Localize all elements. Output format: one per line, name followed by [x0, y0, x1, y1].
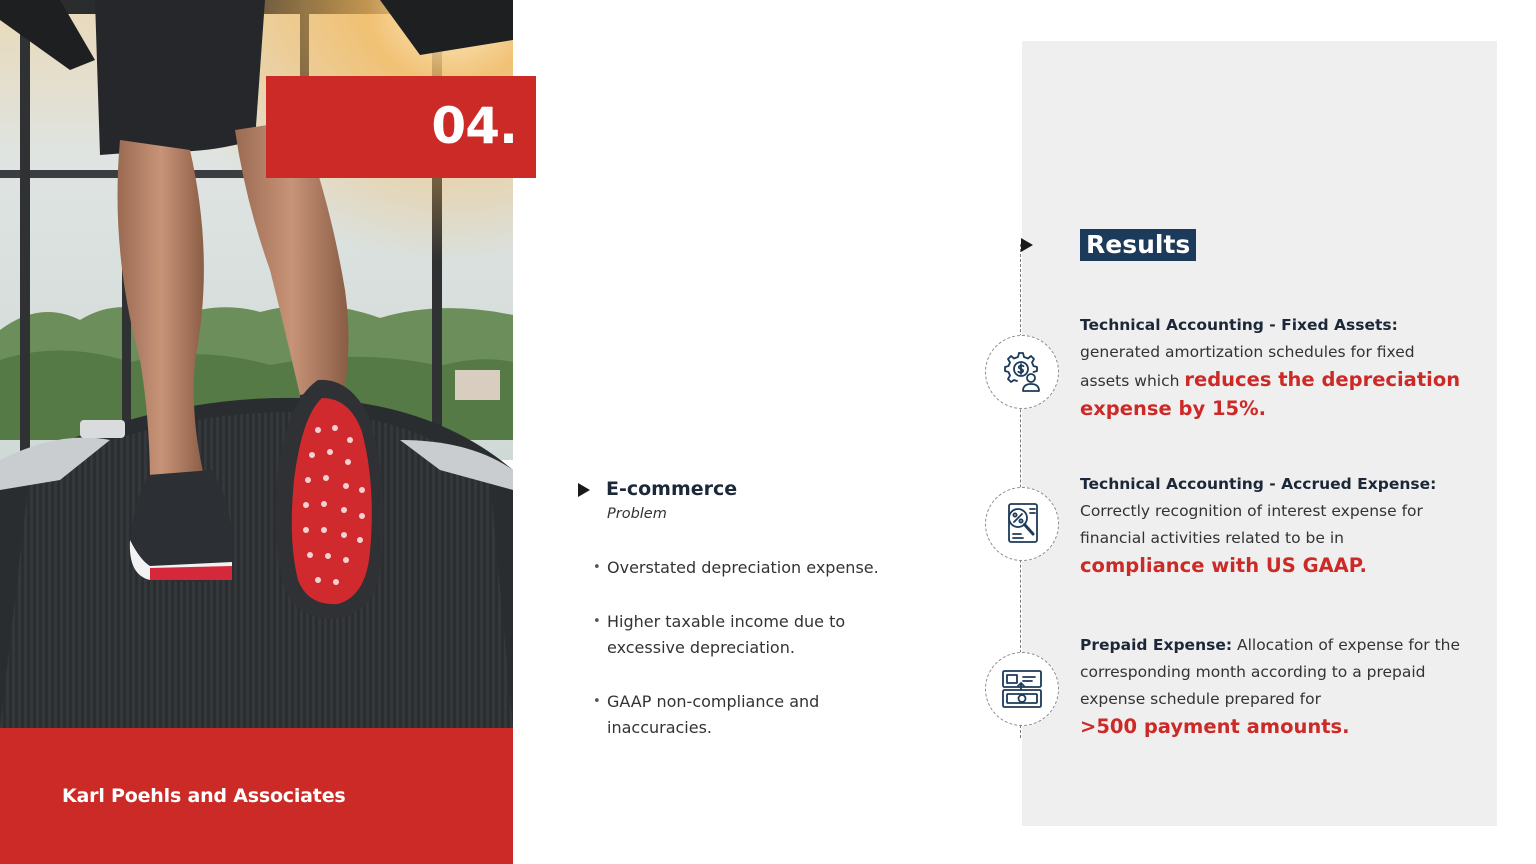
problem-item: • GAAP non-compliance and inaccuracies. [593, 689, 913, 742]
result-heading: Technical Accounting - Fixed Assets: [1080, 316, 1398, 334]
result-text: Allocation of expense for the corresponding month according to a prepaid expense schedule prepared for [1080, 636, 1461, 708]
problem-item: • Higher taxable income due to excessive depreciation. [593, 609, 913, 662]
problem-list [593, 555, 913, 742]
result-heading: Technical Accounting - Accrued Expense: [1080, 475, 1437, 493]
cash-payment-icon [985, 652, 1059, 726]
company-name: Karl Poehls and Associates [62, 785, 346, 807]
slide-number-badge [266, 76, 536, 178]
play-triangle-icon [1021, 238, 1033, 252]
result-heading: Prepaid Expense: [1080, 636, 1233, 654]
result-text: generated amortization schedules for fixed assets which [1080, 343, 1415, 390]
result-highlight: compliance with US GAAP. [1080, 554, 1367, 577]
case-subtitle: Problem [607, 506, 667, 522]
result-highlight: reduces the depreciation expense by 15%. [1080, 368, 1461, 420]
result-highlight: >500 payment amounts. [1080, 715, 1350, 738]
results-label: Results [1080, 229, 1196, 261]
play-triangle-icon [578, 483, 590, 497]
result-item-fixed-assets [1080, 312, 1465, 424]
result-item-prepaid-expense [1080, 632, 1465, 742]
gear-dollar-person-icon [985, 335, 1059, 409]
result-text: Correctly recognition of interest expense for financial activities related to be in [1080, 502, 1423, 547]
magnifier-percent-document-icon [985, 487, 1059, 561]
slide-number: 04. [431, 97, 517, 155]
problem-item: • Overstated depreciation expense. [593, 555, 913, 582]
result-item-accrued-expense [1080, 471, 1465, 581]
case-title: E-commerce [606, 478, 738, 500]
